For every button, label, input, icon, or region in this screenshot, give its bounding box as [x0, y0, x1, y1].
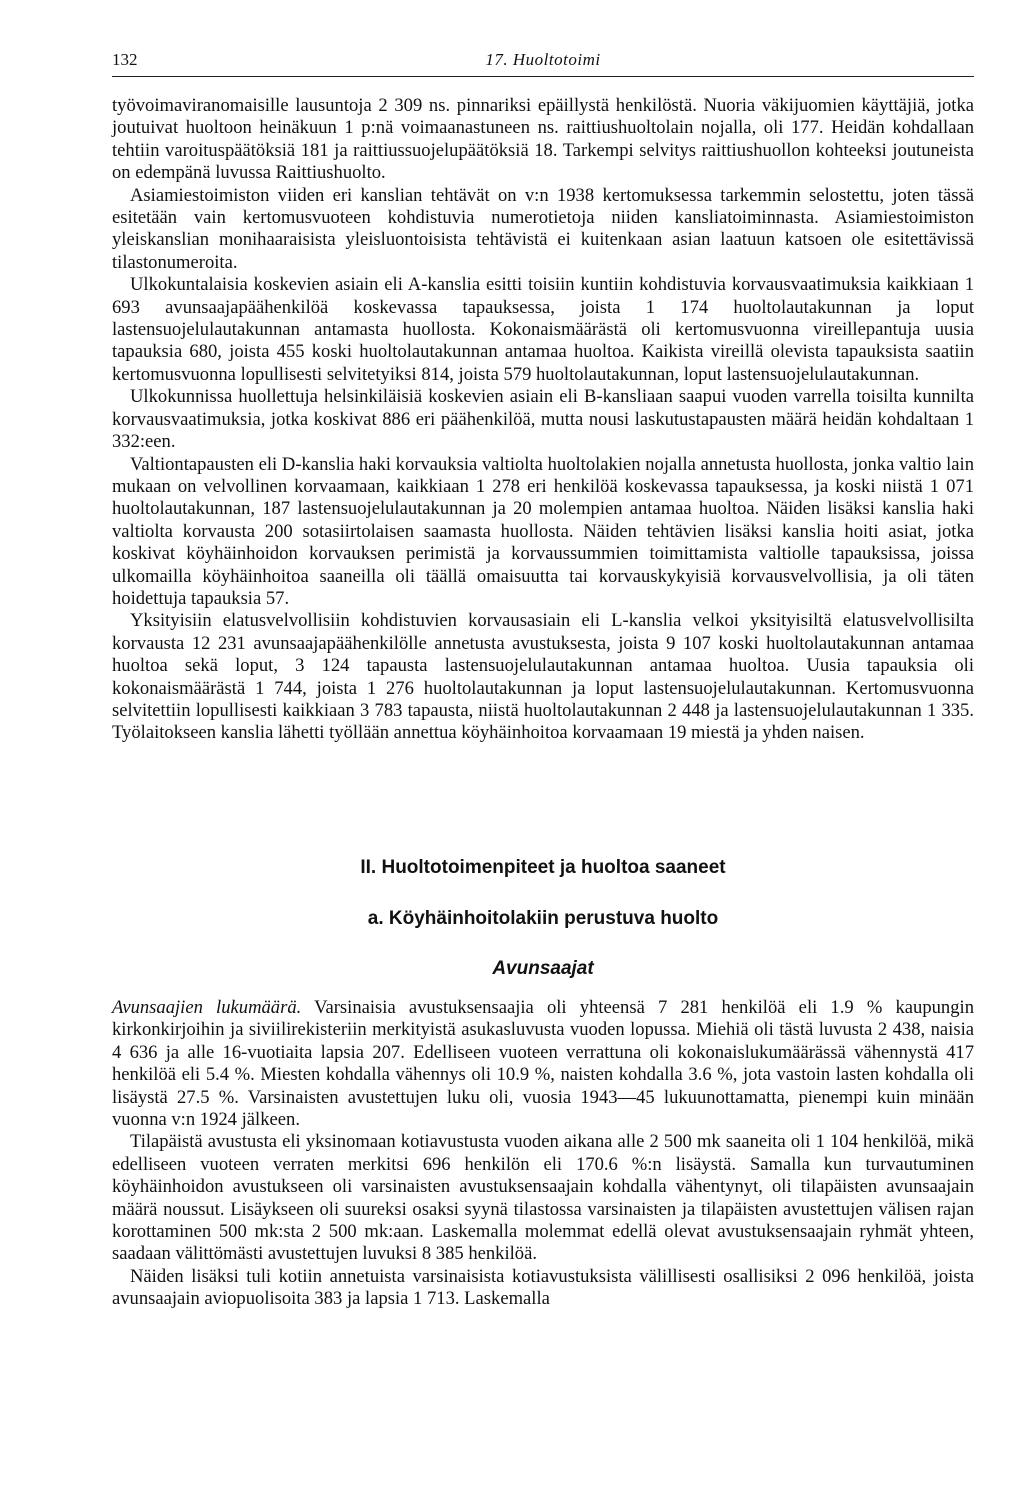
paragraph: Asiamiestoimiston viiden eri kanslian tehtävät on v:n 1938 kertomuksessa tarkemmin selostettu, joten tässä esitetään vain kertomusvuoteen kohdistuvia numerotietoja niiden kansliatoiminnasta. Asiamiestoimiston yleiskanslian monihaaraisista yleisluontoisista tehtävistä ei kuitenkaan asian laatuun katsoen ole esitettävissä tilastonumeroita. — [112, 184, 974, 273]
paragraph: Yksityisiin elatusvelvollisiin kohdistuvien korvausasiain eli L-kanslia velkoi yksityisiltä elatusvelvollisilta korvausta 12 231 avunsaajapäähenkilölle annetusta avustuksesta, joista 9 107 koski huoltolautakunnan antamaa huoltoa sekä loput, 3 124 tapausta lastensuojelulautakunnan antamaa huoltoa. Uusia tapauksia oli kokonaismäärästä 1 744, joista 1 276 huoltolautakunnan ja loput lastensuojelulautakunnan. Kertomusvuonna selvitettiin lopullisesti kaikkiaan 3 783 tapausta, niistä huoltolautakunnan 2 448 ja lastensuojelulautakunnan 1 335. Työlaitokseen kanslia lähetti työllään annettua köyhäinhoitoa korvaamaan 19 miestä ja yhden naisen. — [112, 610, 974, 744]
page-header — [112, 46, 974, 77]
paragraph: Tilapäistä avustusta eli yksinomaan kotiavustusta vuoden aikana alle 2 500 mk saaneita oli 1 104 henkilöä, mikä edelliseen vuoteen verraten merkitsi 696 henkilön eli 170.6 %:n lisäystä. Samalla kun turvautuminen köyhäinhoidon avustukseen oli varsinaisten avustuksensaajain kohdalla vähentynyt, oli tilapäisten avunsaajain määrä noussut. Lisäykseen oli suureksi osaksi syynä tilastossa varsinaisten ja tilapäisten avustettujen välisen rajan korottaminen 500 mk:sta 2 500 mk:aan. Laskemalla molemmat edellä olevat avustuksensaajain ryhmät yhteen, saadaan välittömästi avustettujen luvuksi 8 385 henkilöä. — [112, 1131, 974, 1265]
paragraph: työvoimaviranomaisille lausuntoja 2 309 ns. pinnariksi epäillystä henkilöstä. Nuoria väkijuomien käyttäjiä, jotka joutuivat huoltoon heinäkuun 1 p:nä voimaanastuneen ns. raittiushuoltolain nojalla, oli 177. Heidän kohdallaan tehtiin varoituspäätöksiä 181 ja raittiussuojelupäätöksiä 18. Tarkempi selvitys raittiushuollon kohteeksi joutuneista on edempänä luvussa Raittiushuolto. — [112, 95, 974, 184]
subsection-heading: a. Köyhäinhoitolakiin perustuva huolto — [367, 908, 719, 929]
section-heading: II. Huoltotoimenpiteet ja huoltoa saaneet — [360, 857, 726, 878]
paragraph: Valtiontapausten eli D-kanslia haki korvauksia valtiolta huoltolakien nojalla annetusta huollosta, jonka valtio lain mukaan on velvollinen korvaamaan, kaikkiaan 1 278 eri henkilöä koskevassa tapauksessa, ja koski niistä 1 071 huoltolautakunnan, 187 lastensuojelulautakunnan ja 20 molempien antamaa huoltoa. Näiden lisäksi kanslia haki valtiolta korvausta 200 sotasiirtolaisen saamasta huollosta. Näiden tehtävien lisäksi kanslia hoiti asiat, jotka koskivat köyhäinhoidon korvauksen perimistä ja korvaussummien toimittamista valtiolle tapauksissa, joissa ulkomailla köyhäinhoitoa saaneilla oli täällä omaisuutta tai korvauskykyisiä korvausvelvollisia, ja oli täten hoidettuja tapauksia 57. — [112, 453, 974, 609]
paragraph-lead: Avunsaajien lukumäärä. — [112, 997, 302, 1018]
body-text-lower — [112, 997, 974, 1311]
paragraph — [112, 997, 974, 1131]
paragraph: Ulkokunnissa huollettuja helsinkiläisiä koskevien asiain eli B-kansliaan saapui vuoden varrella toisilta kunnilta korvausvaatimuksia, jotka koskivat 886 eri päähenkilöä, mutta nousi laskutustapausten määrä heidän kohdaltaan 1 332:een. — [112, 386, 974, 453]
page-number: 132 — [112, 50, 138, 69]
paragraph: Ulkokuntalaisia koskevien asiain eli A-kanslia esitti toisiin kuntiin kohdistuvia korvausvaatimuksia kaikkiaan 1 693 avunsaajapäähenkilöä koskevassa tapauksessa, joista 1 174 huoltolautakunnan ja loput lastensuojelulautakunnan antamasta huollosta. Kokonaismäärästä oli kertomusvuonna vireillepantuja uusia tapauksia 680, joista 455 koski huoltolautakunnan antamaa huoltoa. Kaikista vireillä olevista tapauksista saatiin kertomusvuonna lopullisesti selvitetyiksi 814, joista 579 huoltolautakunnan, loput lastensuojelulautakunnan. — [112, 274, 974, 385]
paragraph-rest: Varsinaisia avustuksensaajia oli yhteensä 7 281 henkilöä eli 1.9 % kaupungin kirkonkirjoihin ja siviilirekisteriin merkityistä asukasluvusta vuoden lopussa. Miehiä oli tästä luvusta 2 438, naisia 4 636 ja alle 16-vuotiaita lapsia 207. Edelliseen vuoteen verrattuna oli kokonaislukumäärässä vähennystä 417 henkilöä eli 5.4 %. Miesten kohdalla vähennys oli 10.9 %, naisten kohdalla 3.6 %, jota vastoin lasten kohdalla oli lisäystä 27.5 %. Varsinaisten avustettujen luku oli, vuosia 1943—45 lukuunottamatta, pienempi kuin minään vuonna v:n 1924 jälkeen. — [112, 997, 974, 1131]
running-head: 17. Huoltotoimi — [485, 50, 601, 69]
body-text-upper — [112, 95, 974, 745]
subsubsection-heading: Avunsaajat — [492, 958, 594, 979]
paragraph: Näiden lisäksi tuli kotiin annetuista varsinaisista kotiavustuksista välillisesti osallisiksi 2 096 henkilöä, joista avunsaajain aviopuolisoita 383 ja lapsia 1 713. Laskemalla — [112, 1265, 974, 1310]
